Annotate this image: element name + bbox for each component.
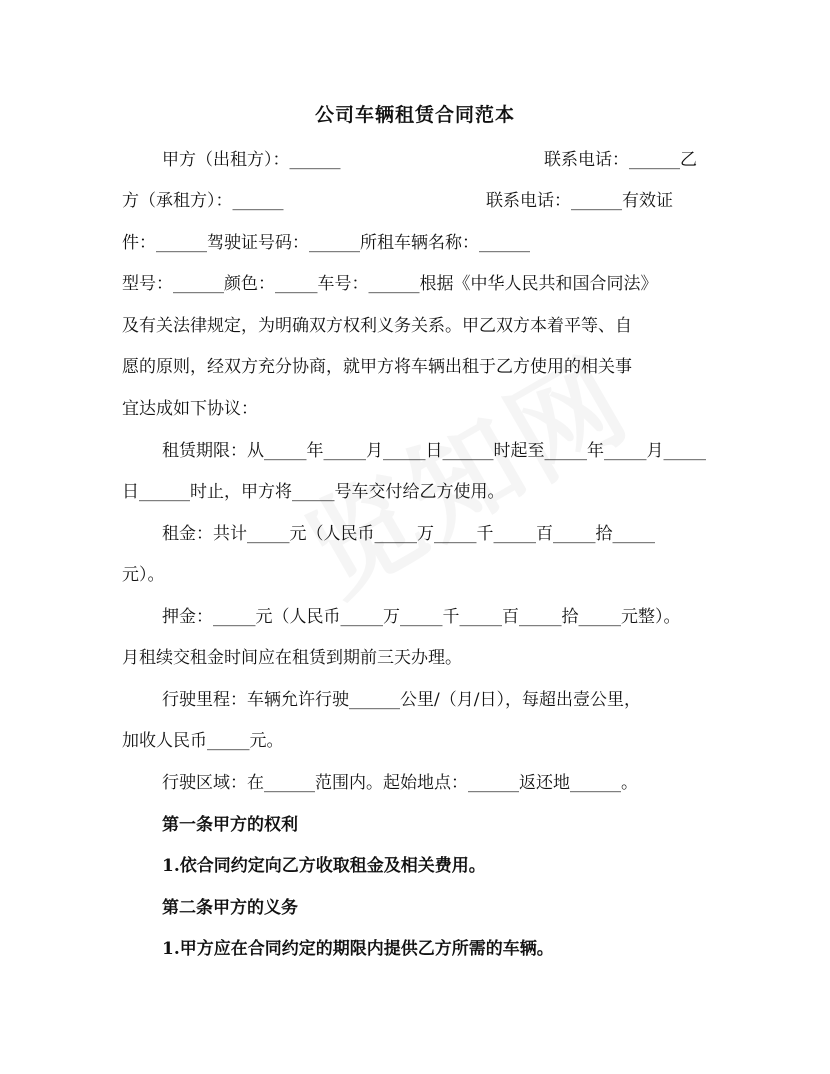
document-line: 愿的原则，经双方充分协商，就甲方将车辆出租于乙方使用的相关事 [122,357,632,377]
party-b-phone: 联系电话：______有效证 [486,191,673,211]
party-a-phone: 联系电话：______乙 [544,150,697,170]
document-line: 型号：______颜色：_____车号：______根据《中华人民共和国合同法》 [122,274,658,294]
clause-text: 1.依合同约定向乙方收取租金及相关费用。 [162,856,486,876]
rent-line: 租金：共计_____元（人民币_____万_____千_____百_____拾_____ [162,524,655,544]
document-line: 加收人民币_____元。 [122,731,284,751]
section-heading: 第一条甲方的权利 [162,815,298,835]
mileage-line: 行驶里程：车辆允许行驶______公里/（月/日），每超出壹公里， [162,690,641,710]
document-line: 月租续交租金时间应在租赁到期前三天办理。 [122,648,462,668]
document-line: 日______时止，甲方将_____号车交付给乙方使用。 [122,482,505,502]
lease-term-line: 租赁期限：从_____年_____月_____日______时起至_____年_____月_____ [162,441,706,461]
party-b-line: 方（承租方）：______ [122,191,284,211]
document-line: 件：______驾驶证号码：______所租车辆名称：______ [122,233,530,253]
deposit-line: 押金：_____元（人民币_____万_____千_____百_____拾_____元整）。 [162,607,681,627]
document-line: 及有关法律规定，为明确双方权利义务关系。甲乙双方本着平等、自 [122,316,632,336]
party-a-line: 甲方（出租方）：______ [162,150,341,170]
document-title: 公司车辆租赁合同范本 [314,104,515,126]
section-heading: 第二条甲方的义务 [162,898,298,918]
document-line: 元）。 [122,565,165,585]
document-line: 宜达成如下协议： [122,399,258,419]
area-line: 行驶区域：在______范围内。起始地点：______返还地______。 [162,773,638,793]
clause-text: 1.甲方应在合同约定的期限内提供乙方所需的车辆。 [162,939,554,959]
